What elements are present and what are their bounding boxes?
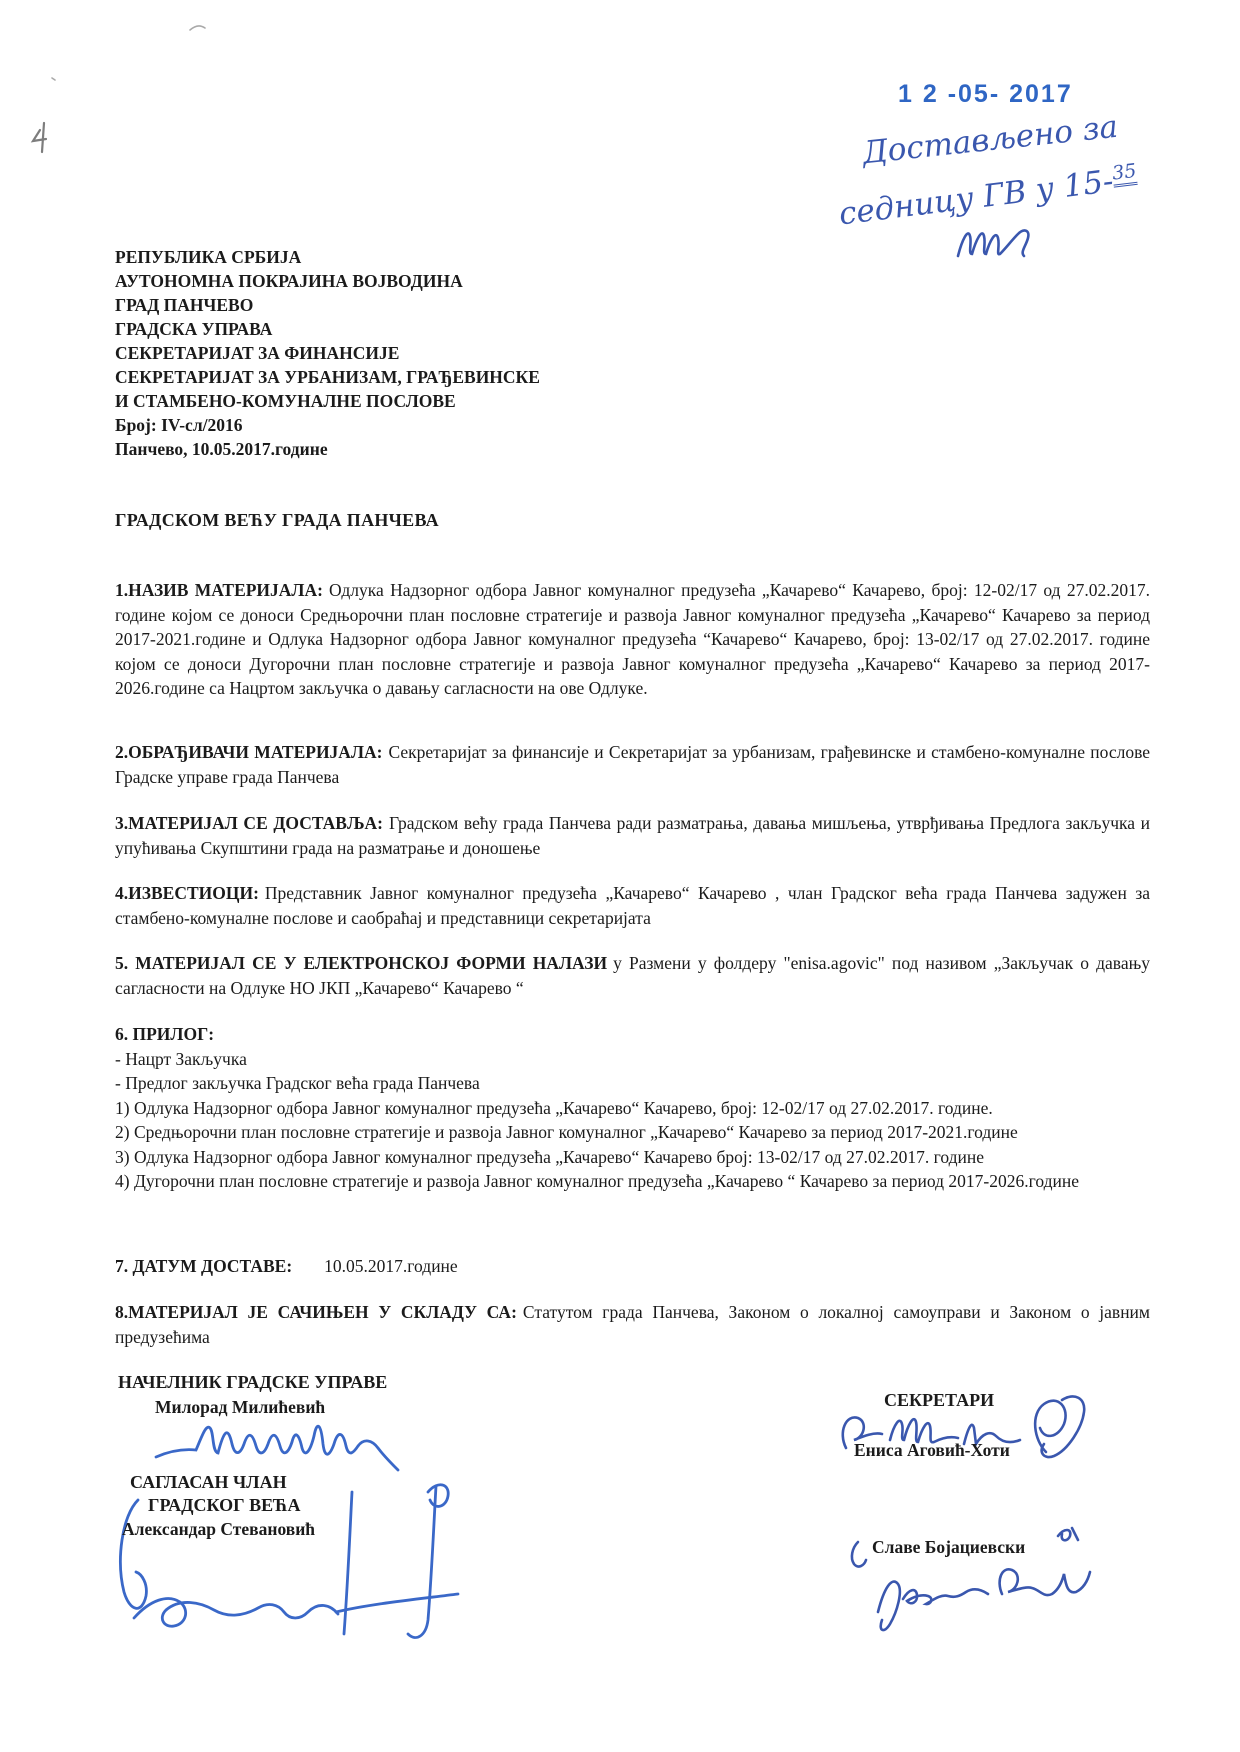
pencil-scribble-icon [33, 123, 46, 152]
letterhead-line-administration: ГРАДСКА УПРАВА [115, 319, 273, 339]
handwriting-flourish-icon [958, 231, 1028, 256]
signatory-left-name: Милорад Милићевић [155, 1397, 326, 1417]
attachment-item: 4) Дугорочни план пословне стратегије и развоја Јавног комуналног предузећа „Качарево “ Качарево за период 2017-2026.године [115, 1171, 1079, 1191]
section-3-text: Градском већу града Панчева ради разматрања, давања мишљења, утврђивања Предлога закључка и упућивања Скупштини града на разматрање и доношење [115, 813, 1150, 858]
attachment-item: 1) Одлука Надзорног одбора Јавног комуналног предузећа „Качарево“ Качарево, број: 12-02/17 од 27.02.2017. године. [115, 1097, 993, 1118]
signatory-left-title: НАЧЕЛНИК ГРАДСКЕ УПРАВЕ [118, 1372, 388, 1392]
signatory-right-name2: Славе Бојациевски [872, 1537, 1026, 1557]
section-4 [115, 881, 1150, 930]
section-1 [115, 578, 1150, 701]
section-7 [115, 1254, 1150, 1279]
section-6-label: 6. ПРИЛОГ: [115, 1024, 215, 1044]
agree-member-line2: ГРАДСКОГ ВЕЋА [148, 1495, 301, 1515]
section-6 [115, 1022, 1150, 1194]
handwritten-time-sup: 35 [1111, 160, 1138, 188]
signature-slave-icon [878, 1569, 1090, 1630]
letterhead-line-city: ГРАД ПАНЧЕВО [115, 295, 254, 315]
date-stamp: 1 2 -05- 2017 [898, 80, 1073, 108]
handwritten-note-line2-text: седницу ГВ у [836, 169, 1066, 233]
letterhead-line-republic: РЕПУБЛИКА СРБИЈА [115, 247, 302, 267]
attachment-item: 3) Одлука Надзорног одбора Јавног комуналног предузећа „Качарево“ Качарево број: 13-02/17 од 27.02.2017. године [115, 1146, 984, 1167]
section-7-text: 10.05.2017.године [324, 1256, 458, 1276]
section-5 [115, 951, 1150, 1000]
letterhead-number: Број: IV-сл/2016 [115, 415, 243, 435]
pencil-mark-icon [52, 26, 205, 80]
section-2-label: 2.ОБРАЂИВАЧИ МАТЕРИЈАЛА: [115, 742, 383, 762]
section-1-label: 1.НАЗИВ МАТЕРИЈАЛА: [115, 580, 323, 600]
handwritten-note-line2 [837, 160, 1140, 233]
signatory-right-title: СЕКРЕТАРИ [884, 1390, 995, 1410]
section-2-text: Секретаријат за финансије и Секретаријат за урбанизам, грађевинске и стамбено-комуналне послове Градске управе града Панчева [115, 742, 1151, 787]
section-5-text: у Размени у фолдеру "enisa.agovic" под називом „Закључак о давању сагласности на Одлуке НО ЈКП „Качарево“ Качарево “ [115, 953, 1150, 998]
agree-member-name: Александар Стевановић [122, 1519, 316, 1539]
section-7-label: 7. ДАТУМ ДОСТАВЕ: [115, 1256, 293, 1276]
letterhead-place-date: Панчево, 10.05.2017.године [115, 439, 328, 459]
attachment-item: - Предлог закључка Градског већа града Панчева [115, 1073, 480, 1093]
handwritten-note-line1: Достављено за [860, 108, 1120, 172]
section-1-text: Одлука Надзорног одбора Јавног комуналног предузећа „Качарево“ Качарево, број: 12-02/17 од 27.02.2017. године којом се доноси Средњорочни план пословне стратегије и развоја Јавног комуналног предузећа „Качарево“ Качарево за период 2017-2021.године и Одлука Надзорног одбора Јавног комуналног предузећа “Качарево“ Качарево, број: 13-02/17 од 27.02.2017. године којом се доноси Дугорочни план пословне стратегије и развоја Јавног комуналног предузећа „Качарево“ Качарево за период 2017-2026.године са Нацртом закључка о давању сагласности на ове Одлуке. [115, 580, 1151, 698]
section-8 [115, 1300, 1150, 1349]
letterhead-line-province: АУТОНОМНА ПОКРАЈИНА ВОЈВОДИНА [115, 271, 463, 291]
section-3 [115, 811, 1150, 860]
section-2 [115, 740, 1150, 789]
addressee-heading: ГРАДСКОМ ВЕЋУ ГРАДА ПАНЧЕВА [115, 510, 439, 530]
signatory-right-name1: Ениса Аговић-Хоти [854, 1440, 1010, 1460]
letterhead [115, 245, 540, 461]
section-8-text: Статутом града Панчева, Законом о локалној самоуправи и Законом о јавним предузећима [115, 1302, 1150, 1347]
section-5-label: 5. МАТЕРИЈАЛ СЕ У ЕЛЕКТРОНСКОЈ ФОРМИ НАЛАЗИ [115, 953, 608, 973]
attachment-item: 2) Средњорочни план пословне стратегије и развоја Јавног комуналног „Качарево“ Качарево за период 2017-2021.године [115, 1122, 1018, 1142]
letterhead-line-secretariat-urbanism2: И СТАМБЕНО-КОМУНАЛНЕ ПОСЛОВЕ [115, 391, 456, 411]
section-4-text: Представник Јавног комуналног предузећа „Качарево“ Качарево , члан Градског већа града Панчева задужен за стамбено-комуналне послове и саобраћај и представници секретаријата [115, 883, 1150, 928]
attachment-item: - Нацрт Закључка [115, 1048, 247, 1069]
section-4-label: 4.ИЗВЕСТИОЦИ: [115, 883, 259, 903]
signature-milorad-icon [156, 1426, 398, 1470]
agree-member-line1: САГЛАСАН ЧЛАН [130, 1472, 287, 1492]
section-8-label: 8.МАТЕРИЈАЛ ЈЕ САЧИЊЕН У СКЛАДУ СА: [115, 1302, 517, 1322]
letterhead-line-secretariat-urbanism: СЕКРЕТАРИЈАТ ЗА УРБАНИЗАМ, ГРАЂЕВИНСКЕ [115, 367, 540, 387]
handwritten-time: 15- [1061, 163, 1116, 205]
section-3-label: 3.МАТЕРИЈАЛ СЕ ДОСТАВЉА: [115, 813, 383, 833]
letterhead-line-secretariat-finance: СЕКРЕТАРИЈАТ ЗА ФИНАНСИЈЕ [115, 343, 400, 363]
